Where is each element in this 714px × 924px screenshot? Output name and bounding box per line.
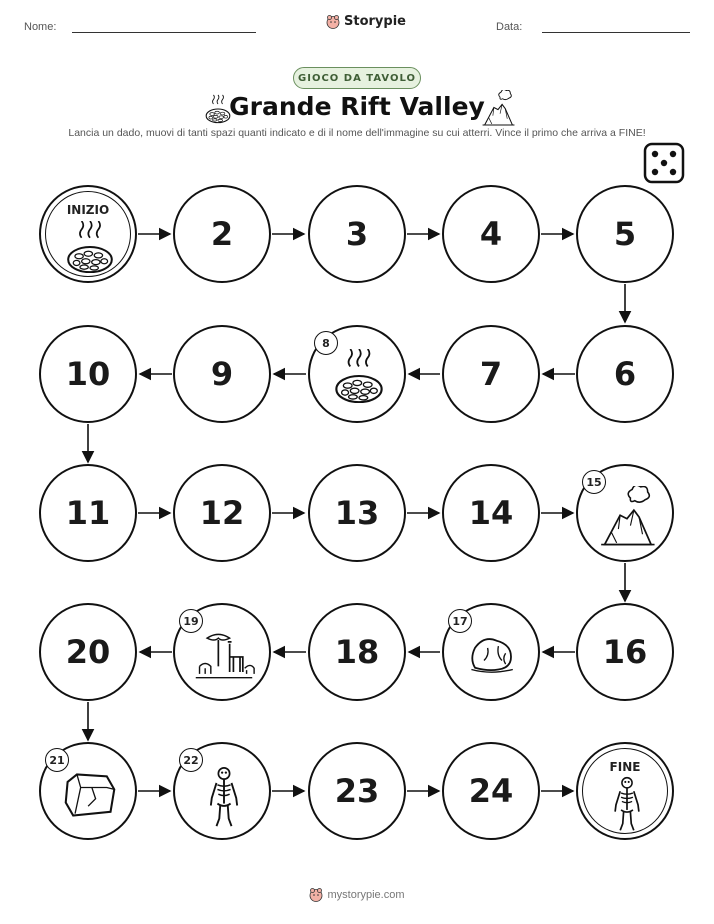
space-number: 12 [199, 494, 245, 532]
space-finish[interactable] [576, 742, 674, 840]
start-label: INIZIO [66, 203, 110, 217]
space-number: 24 [468, 772, 514, 810]
space-21[interactable] [39, 742, 137, 840]
space-13[interactable] [308, 464, 406, 562]
space-10[interactable] [39, 325, 137, 423]
space-9[interactable] [173, 325, 271, 423]
space-17[interactable] [442, 603, 540, 701]
space-24[interactable] [442, 742, 540, 840]
space-7[interactable] [442, 325, 540, 423]
footer [0, 888, 714, 902]
space-number-badge: 21 [45, 748, 69, 772]
space-15[interactable] [576, 464, 674, 562]
space-5[interactable] [576, 185, 674, 283]
space-number-badge: 17 [448, 609, 472, 633]
space-11[interactable] [39, 464, 137, 562]
space-number-badge: 15 [582, 470, 606, 494]
finish-label: FINE [609, 760, 641, 774]
space-number-badge: 8 [314, 331, 338, 355]
lava-rock-icon [466, 633, 520, 679]
space-number: 3 [345, 215, 369, 253]
hot-spring-icon [330, 349, 388, 403]
footer-url[interactable]: mystorypie.com [327, 889, 405, 901]
brand-name: Storypie [344, 14, 406, 29]
space-8[interactable] [308, 325, 406, 423]
space-number: 20 [65, 633, 111, 671]
space-number: 10 [65, 355, 111, 393]
space-20[interactable] [39, 603, 137, 701]
instructions: Lancia un dado, muovi di tanti spazi quanti indicato e di il nome dell'immagine su cui atterri. Vince il primo che arriva a FINE! [68, 127, 646, 139]
space-14[interactable] [442, 464, 540, 562]
space-18[interactable] [308, 603, 406, 701]
space-22[interactable] [173, 742, 271, 840]
space-4[interactable] [442, 185, 540, 283]
space-number: 7 [479, 355, 503, 393]
space-23[interactable] [308, 742, 406, 840]
space-19[interactable] [173, 603, 271, 701]
skeleton-icon [609, 776, 645, 832]
skeleton-icon [204, 766, 244, 828]
space-12[interactable] [173, 464, 271, 562]
name-label: Nome: [24, 21, 57, 33]
space-number: 11 [65, 494, 111, 532]
hot-spring-icon [64, 221, 116, 273]
space-number: 9 [210, 355, 234, 393]
storypie-mascot-icon [309, 888, 323, 902]
space-number: 14 [468, 494, 514, 532]
space-2[interactable] [173, 185, 271, 283]
space-number: 2 [210, 215, 234, 253]
space-number-badge: 22 [179, 748, 203, 772]
space-number: 5 [613, 215, 637, 253]
savanna-icon [192, 629, 256, 683]
space-3[interactable] [308, 185, 406, 283]
date-label: Data: [496, 21, 523, 33]
space-number: 23 [334, 772, 380, 810]
space-number: 16 [602, 633, 648, 671]
page-title: Grande Rift Valley [229, 92, 485, 121]
cracked-rock-icon [62, 768, 118, 822]
space-16[interactable] [576, 603, 674, 701]
space-start[interactable] [39, 185, 137, 283]
space-number: 4 [479, 215, 503, 253]
category-badge: GIOCO DA TAVOLO [293, 67, 421, 89]
space-number: 6 [613, 355, 637, 393]
space-number-badge: 19 [179, 609, 203, 633]
space-6[interactable] [576, 325, 674, 423]
space-number: 13 [334, 494, 380, 532]
volcano-icon [597, 486, 657, 548]
space-number: 18 [334, 633, 380, 671]
